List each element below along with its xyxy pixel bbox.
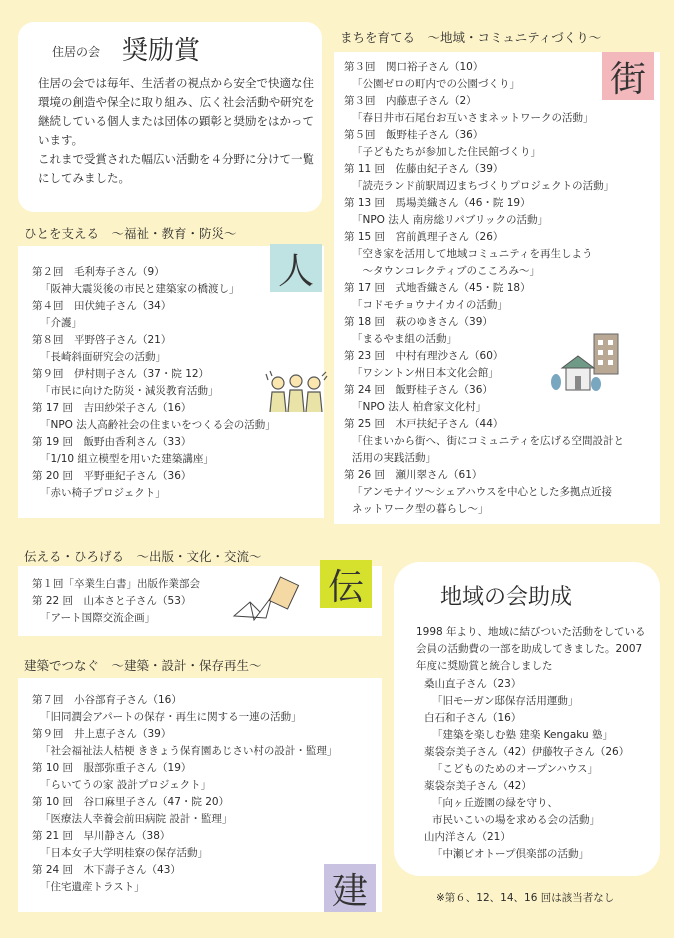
intro-award-title: 奨励賞 (122, 36, 201, 66)
award-entry (32, 434, 276, 468)
entry-recipient: 第 17 回 吉田紗栄子さん（16） (32, 402, 192, 414)
entry-recipient: 第５回 飯野桂子さん（36） (344, 129, 484, 141)
entry-activity: 「こどものためのオープンハウス」 (432, 763, 599, 775)
entry-activity: 「公園ゼロの町内での公園づくり」 (352, 78, 520, 90)
intro-paragraph-1: 住居の会では毎年、生活者の視点から安全で快適な住環境の創造や保全に取り組み、広く社会活動や研究を継続している個人または団体の顕彰と奨励をはかっています。 (38, 76, 315, 147)
entry-activity: 「建築を楽しむ塾 建楽 Kengaku 塾」 (432, 729, 614, 741)
award-entry (344, 229, 624, 280)
award-entry (424, 710, 629, 744)
entry-recipient: 第７回 小谷部育子さん（16） (32, 694, 182, 706)
entry-recipient: 第 25 回 木戸扶紀子さん（44） (344, 418, 504, 430)
entry-activity: 活用の実践活動」 (352, 452, 436, 464)
entry-activity: ネットワーク型の暮らし〜」 (352, 503, 489, 515)
entry-activity: 「NPO 法人 柏倉家文化村」 (352, 401, 487, 413)
entry-recipient: 第 23 回 中村有理沙さん（60） (344, 350, 504, 362)
footnote: ※第６、12、14、16 回は該当者なし (436, 892, 615, 904)
entry-activity: 「空き家を活用して地域コミュニティを再生しよう (352, 248, 593, 260)
entry-activity: 「赤い椅子プロジェクト」 (40, 487, 166, 499)
entry-recipient: 薬袋奈美子さん（42）伊藤牧子さん（26） (424, 746, 630, 758)
chiiki-title: 地域の会助成 (440, 585, 573, 610)
entry-recipient: 第 24 回 飯野桂子さん（36） (344, 384, 493, 396)
section-panel-hito (18, 246, 324, 518)
entry-activity: 「市民に向けた防災・減災教育活動」 (40, 385, 219, 397)
entry-recipient: 第 10 回 谷口麻里子さん（47・院 20） (32, 796, 230, 808)
entry-activity: 「旧同潤会アパートの保存・再生に関する一連の活動」 (40, 711, 302, 723)
award-entry (32, 400, 276, 434)
award-entry (344, 195, 624, 229)
award-entry (344, 467, 624, 518)
entry-activity: ～タウンコレクティブのこころみ～」 (352, 265, 540, 277)
entry-activity: 「アート国際交流企画」 (40, 612, 156, 624)
entry-recipient: 第 22 回 山本さと子さん（53） (32, 595, 192, 607)
entry-recipient: 第 18 回 萩のゆきさん（39） (344, 316, 493, 328)
entry-list-hito (32, 264, 276, 502)
entry-list-kenchiku (32, 692, 337, 896)
entry-list-machi (344, 59, 624, 518)
entry-list-chiiki (424, 676, 629, 863)
intro-panel (18, 22, 322, 212)
award-entry (344, 416, 624, 467)
entry-recipient: 第８回 平野啓子さん（21） (32, 334, 172, 346)
entry-activity: 「コドモチョウナイカイの活動」 (352, 299, 508, 311)
entry-activity: 「社会福祉法人桔梗 ききょう保育園あじさい村の設計・監理」 (40, 745, 338, 757)
section-title-tsutaeru: 伝える・ひろげる ～出版・文化・交流～ (24, 549, 262, 564)
award-entry (32, 576, 200, 593)
entry-activity: 「NPO 法人高齢社会の住まいをつくる会の活動」 (40, 419, 276, 431)
intro-org: 住居の会 (52, 45, 101, 59)
award-entry (344, 93, 624, 127)
award-entry (344, 59, 624, 93)
entry-recipient: 桑山直子さん（23） (424, 678, 522, 690)
entry-activity: 「向ヶ丘遊園の緑を守り、 (432, 797, 558, 809)
award-entry (344, 280, 624, 314)
section-title-hito: ひとを支える ～福祉・教育・防災～ (24, 226, 237, 241)
entry-activity: 「長崎斜面研究会の活動」 (40, 351, 166, 363)
section-title-machi: まちを育てる ～地域・コミュニティづくり～ (340, 30, 602, 45)
entry-recipient: 第２回 毛利寿子さん（9） (32, 266, 165, 278)
people-illustration (264, 370, 328, 414)
entry-activity: 「ワシントン州日本文化会館」 (352, 367, 499, 379)
entry-recipient: 白石和子さん（16） (424, 712, 522, 724)
entry-recipient: 第 21 回 早川静さん（38） (32, 830, 171, 842)
award-entry (32, 264, 276, 298)
chiiki-panel (394, 562, 660, 876)
stamp-tsutaeru: 伝 (320, 560, 372, 608)
award-entry (344, 127, 624, 161)
award-entry (32, 794, 337, 828)
entry-recipient: 第 26 回 瀬川翠さん（61） (344, 469, 483, 481)
award-entry (32, 468, 276, 502)
entry-recipient: 第９回 伊村則子さん（37・院 12） (32, 368, 210, 380)
entry-recipient: 第 17 回 式地香織さん（45・院 18） (344, 282, 531, 294)
section-panel-kenchiku (18, 678, 382, 912)
entry-recipient: 第 24 回 木下壽子さん（43） (32, 864, 181, 876)
section-title-kenchiku: 建築でつなぐ ～建築・設計・保存再生～ (24, 658, 262, 673)
entry-recipient: 第 20 回 平野亜紀子さん（36） (32, 470, 192, 482)
award-entry (32, 332, 276, 366)
entry-recipient: 第 10 回 服部弥重子さん（19） (32, 762, 192, 774)
section-panel-machi (334, 52, 660, 524)
award-entry (424, 676, 629, 710)
entry-activity: 「阪神大震災後の市民と建築家の橋渡し」 (40, 283, 240, 295)
entry-activity: 「春日井市石尾台お互いさまネットワークの活動」 (352, 112, 594, 124)
entry-recipient: 第３回 内藤恵子さん（2） (344, 95, 477, 107)
entry-activity: 「住まいから街へ、街にコミュニティを広げる空間設計と (352, 435, 624, 447)
entry-activity: 「まるやま組の活動」 (352, 333, 457, 345)
award-entry (32, 692, 337, 726)
award-entry (32, 298, 276, 332)
entry-activity: 「介護」 (40, 317, 82, 329)
crane-book-illustration (230, 572, 300, 628)
award-entry (424, 829, 629, 863)
entry-recipient: 第３回 関口裕子さん（10） (344, 61, 484, 73)
town-illustration (548, 330, 624, 396)
entry-activity: 「らいてうの家 設計プロジェクト」 (40, 779, 212, 791)
section-panel-tsutaeru (18, 566, 382, 636)
entry-activity: 「アンモナイツ〜シェアハウスを中心とした多拠点近接 (352, 486, 612, 498)
entry-recipient: 山内洋さん（21） (424, 831, 511, 843)
award-entry (32, 760, 337, 794)
award-entry (32, 593, 200, 627)
award-entry (32, 828, 337, 862)
stamp-kenchiku: 建 (324, 864, 376, 912)
entry-activity: 「1/10 組立模型を用いた建築講座」 (40, 453, 214, 465)
entry-activity: 市民いこいの場を求める会の活動」 (432, 814, 600, 826)
entry-recipient: 薬袋奈美子さん（42） (424, 780, 532, 792)
entry-recipient: 第 13 回 馬場美織さん（46・院 19） (344, 197, 531, 209)
stamp-machi: 街 (602, 52, 654, 100)
entry-list-tsutaeru (32, 576, 200, 627)
entry-recipient: 第 11 回 佐藤由紀子さん（39） (344, 163, 504, 175)
entry-recipient: 第 19 回 飯野由香利さん（33） (32, 436, 192, 448)
award-entry (424, 744, 629, 778)
entry-activity: 「子どもたちが参加した住民館づくり」 (352, 146, 541, 158)
entry-recipient: 第４回 田伏純子さん（34） (32, 300, 172, 312)
entry-recipient: 第１回「卒業生白書」出版作業部会 (32, 578, 200, 590)
entry-activity: 「医療法人幸養会前田病院 設計・監理」 (40, 813, 233, 825)
entry-activity: 「読売ランド前駅周辺まちづくりプロジェクトの活動」 (352, 180, 615, 192)
entry-activity: 「NPO 法人 南房総リパブリックの活動」 (352, 214, 548, 226)
chiiki-paragraph: 1998 年より、地域に結びついた活動をしている会員の活動費の一部を助成してきました。2007 年度に奨励賞と統合しました (416, 626, 646, 672)
award-entry (32, 862, 337, 896)
entry-recipient: 第９回 井上恵子さん（39） (32, 728, 172, 740)
award-entry (424, 778, 629, 829)
award-entry (32, 366, 276, 400)
award-entry (344, 161, 624, 195)
intro-paragraph-2: これまで受賞された幅広い活動を４分野に分けて一覧にしてみました。 (38, 152, 314, 185)
entry-activity: 「旧モーガン邸保存活用運動」 (432, 695, 579, 707)
entry-activity: 「住宅遺産トラスト」 (40, 881, 145, 893)
entry-activity: 「中瀬ビオトープ倶楽部の活動」 (432, 848, 589, 860)
entry-activity: 「日本女子大学明桂寮の保存活動」 (40, 847, 208, 859)
entry-recipient: 第 15 回 宮前眞理子さん（26） (344, 231, 504, 243)
award-entry (32, 726, 337, 760)
stamp-hito: 人 (270, 244, 322, 292)
